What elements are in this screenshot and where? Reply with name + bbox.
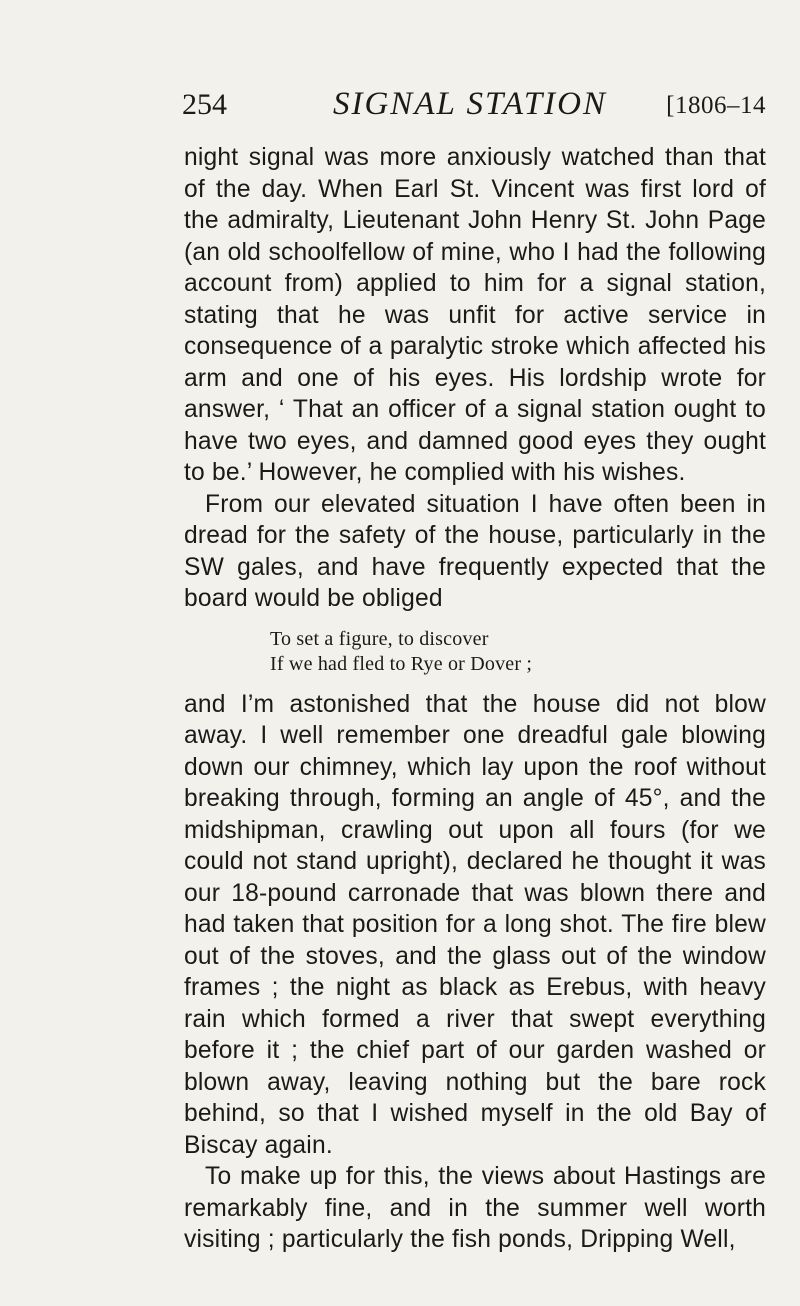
paragraph-3: and I’m astonished that the house did not blow away. I well remember one dreadful gale blowing down our chimney, which lay upon the roof without breaking through, forming an angle of 45°, and the midshipman, crawling out upon all fours (for we could not stand upright), declared he thought it was our 18-pound carronade that was blown there and had taken that position for a long shot. The fire blew out of the stoves, and the glass out of the window frames ; the night as black as Erebus, with heavy rain which formed a river that swept everything before it ; the chief part of our garden washed or blown away, leaving nothing but the bare rock behind, so that I wished myself in the old Bay of Biscay again. (184, 690, 766, 1159)
verse-line-2: If we had fled to Rye or Dover ; (270, 652, 533, 675)
paragraph-4: To make up for this, the views about Hastings are remarkably fine, and in the summer well worth visiting ; particularly the fish ponds, Dripping Well, (184, 1163, 766, 1253)
paragraph-1: night signal was more anxiously watched than that of the day. When Earl St. Vincent was first lord of the admiralty, Lieutenant John Henry St. John Page (an old schoolfellow of mine, who I had the following account from) applied to him for a signal station, stating that he was unfit for active service in consequence of a paralytic stroke which affected his arm and one of his eyes. His lordship wrote for answer, ‘ That an officer of a signal station ought to have two eyes, and damned good eyes they ought to be.’ However, he complied with his wishes. (184, 144, 766, 486)
paragraph-2: From our elevated situation I have often been in dread for the safety of the house, particularly in the SW gales, and have frequently expected that the board would be obliged (184, 490, 766, 612)
verse-quote (270, 627, 766, 677)
verse-line-1: To set a figure, to discover (270, 627, 489, 650)
page-number: 254 (182, 88, 227, 121)
body-text (184, 142, 766, 1256)
page-header (174, 86, 766, 126)
date-range: [1806–14 (666, 92, 766, 119)
running-title: SIGNAL STATION (332, 86, 608, 122)
